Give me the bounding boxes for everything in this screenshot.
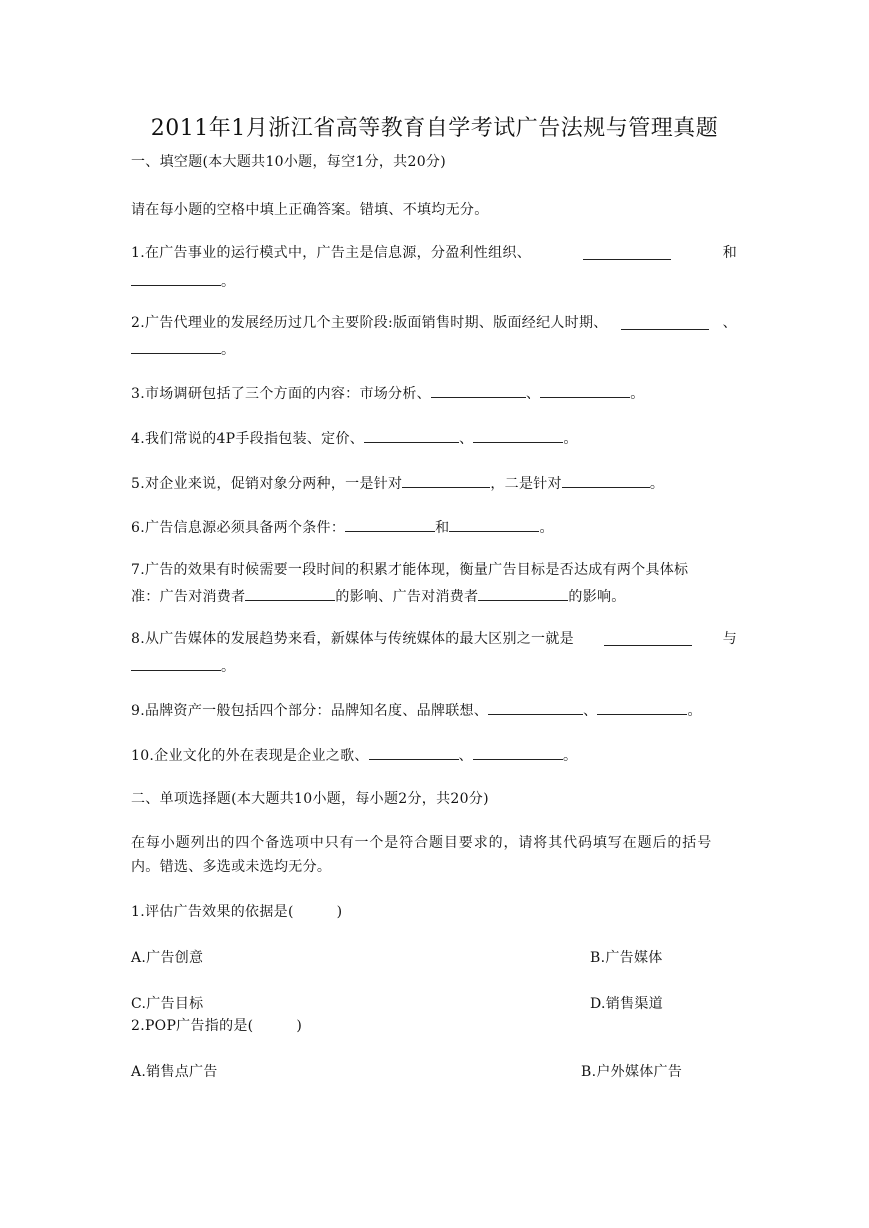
question-2-line2: 。 [131, 340, 235, 357]
question-4: 4.我们常说的4P手段指包装、定价、 、 。 [131, 431, 578, 447]
question-6: 6.广告信息源必须具备两个条件： 和 。 [131, 520, 554, 536]
answer-blank[interactable] [131, 340, 221, 354]
mc-question-2-option-b[interactable]: B.户外媒体广告 [581, 1064, 683, 1080]
mc-question-1-option-b[interactable]: B.广告媒体 [590, 950, 663, 966]
question-1 [131, 246, 737, 263]
mc-question-1-option-c[interactable]: C.广告目标 [131, 996, 204, 1012]
answer-blank[interactable] [402, 474, 490, 488]
question-7: 7.广告的效果有时候需要一段时间的积累才能体现，衡量广告目标是否达成有两个具体标 [131, 562, 689, 578]
answer-blank[interactable] [369, 746, 459, 760]
section-1-instruction: 请在每小题的空格中填上正确答案。错填、不填均无分。 [131, 202, 489, 218]
question-10: 10.企业文化的外在表现是企业之歌、 、 。 [131, 748, 578, 764]
answer-blank[interactable] [345, 518, 435, 532]
answer-blank[interactable] [488, 701, 583, 715]
mc-question-1-stem: 1.评估广告效果的依据是( ) [131, 904, 343, 920]
section-2-heading: 二、单项选择题(本大题共10小题，每小题2分，共20分) [131, 791, 489, 807]
answer-blank[interactable] [583, 246, 671, 260]
question-1-line2: 。 [131, 272, 235, 289]
question-8-text: 8.从广告媒体的发展趋势来看，新媒体与传统媒体的最大区别之一就是 [131, 631, 574, 647]
answer-blank[interactable] [364, 429, 459, 443]
question-9: 9.品牌资产一般包括四个部分：品牌知名度、品牌联想、 、 。 [131, 703, 702, 719]
question-1-conjunction: 和 [722, 245, 737, 261]
answer-blank[interactable] [131, 272, 221, 286]
section-2-instruction: 在每小题列出的四个备选项中只有一个是符合题目要求的，请将其代码填写在题后的括号 [131, 835, 713, 851]
mc-question-1-option-a[interactable]: A.广告创意 [131, 950, 204, 966]
question-8: 8.从广告媒体的发展趋势来看，新媒体与传统媒体的最大区别之一就是 与 [131, 631, 737, 647]
answer-blank[interactable] [431, 384, 526, 398]
question-7-line2: 准：广告对消费者 的影响、广告对消费者 的影响。 [131, 589, 626, 605]
section-2-instruction-line2: 内。错选、多选或未选均无分。 [131, 859, 332, 875]
mc-question-1-option-d[interactable]: D.销售渠道 [590, 996, 663, 1012]
answer-blank[interactable] [621, 316, 709, 330]
answer-blank[interactable] [131, 657, 221, 671]
answer-blank[interactable] [473, 746, 563, 760]
question-1-text: 1.在广告事业的运行模式中，广告主是信息源，分盈利性组织、 [131, 245, 532, 261]
answer-blank[interactable] [473, 429, 563, 443]
section-1-heading: 一、填空题(本大题共10小题，每空1分，共20分) [131, 154, 446, 170]
question-2: 2.广告代理业的发展经历过几个主要阶段:版面销售时期、版面经纪人时期、 、 [131, 315, 737, 331]
answer-blank[interactable] [597, 701, 687, 715]
question-2-text: 2.广告代理业的发展经历过几个主要阶段:版面销售时期、版面经纪人时期、 [131, 315, 608, 331]
answer-blank[interactable] [449, 518, 539, 532]
answer-blank[interactable] [245, 587, 335, 601]
answer-blank[interactable] [604, 632, 692, 646]
page-title: 2011年1月浙江省高等教育自学考试广告法规与管理真题 [150, 116, 719, 141]
answer-blank[interactable] [478, 587, 568, 601]
answer-blank[interactable] [540, 384, 630, 398]
answer-blank[interactable] [562, 474, 650, 488]
question-3: 3.市场调研包括了三个方面的内容：市场分析、 、 。 [131, 386, 645, 402]
question-8-line2: 。 [131, 657, 235, 674]
question-5: 5.对企业来说，促销对象分两种，一是针对 ，二是针对 。 [131, 476, 665, 492]
mc-question-2-stem: 2.POP广告指的是( ) [131, 1018, 303, 1034]
mc-question-2-option-a[interactable]: A.销售点广告 [131, 1064, 218, 1080]
